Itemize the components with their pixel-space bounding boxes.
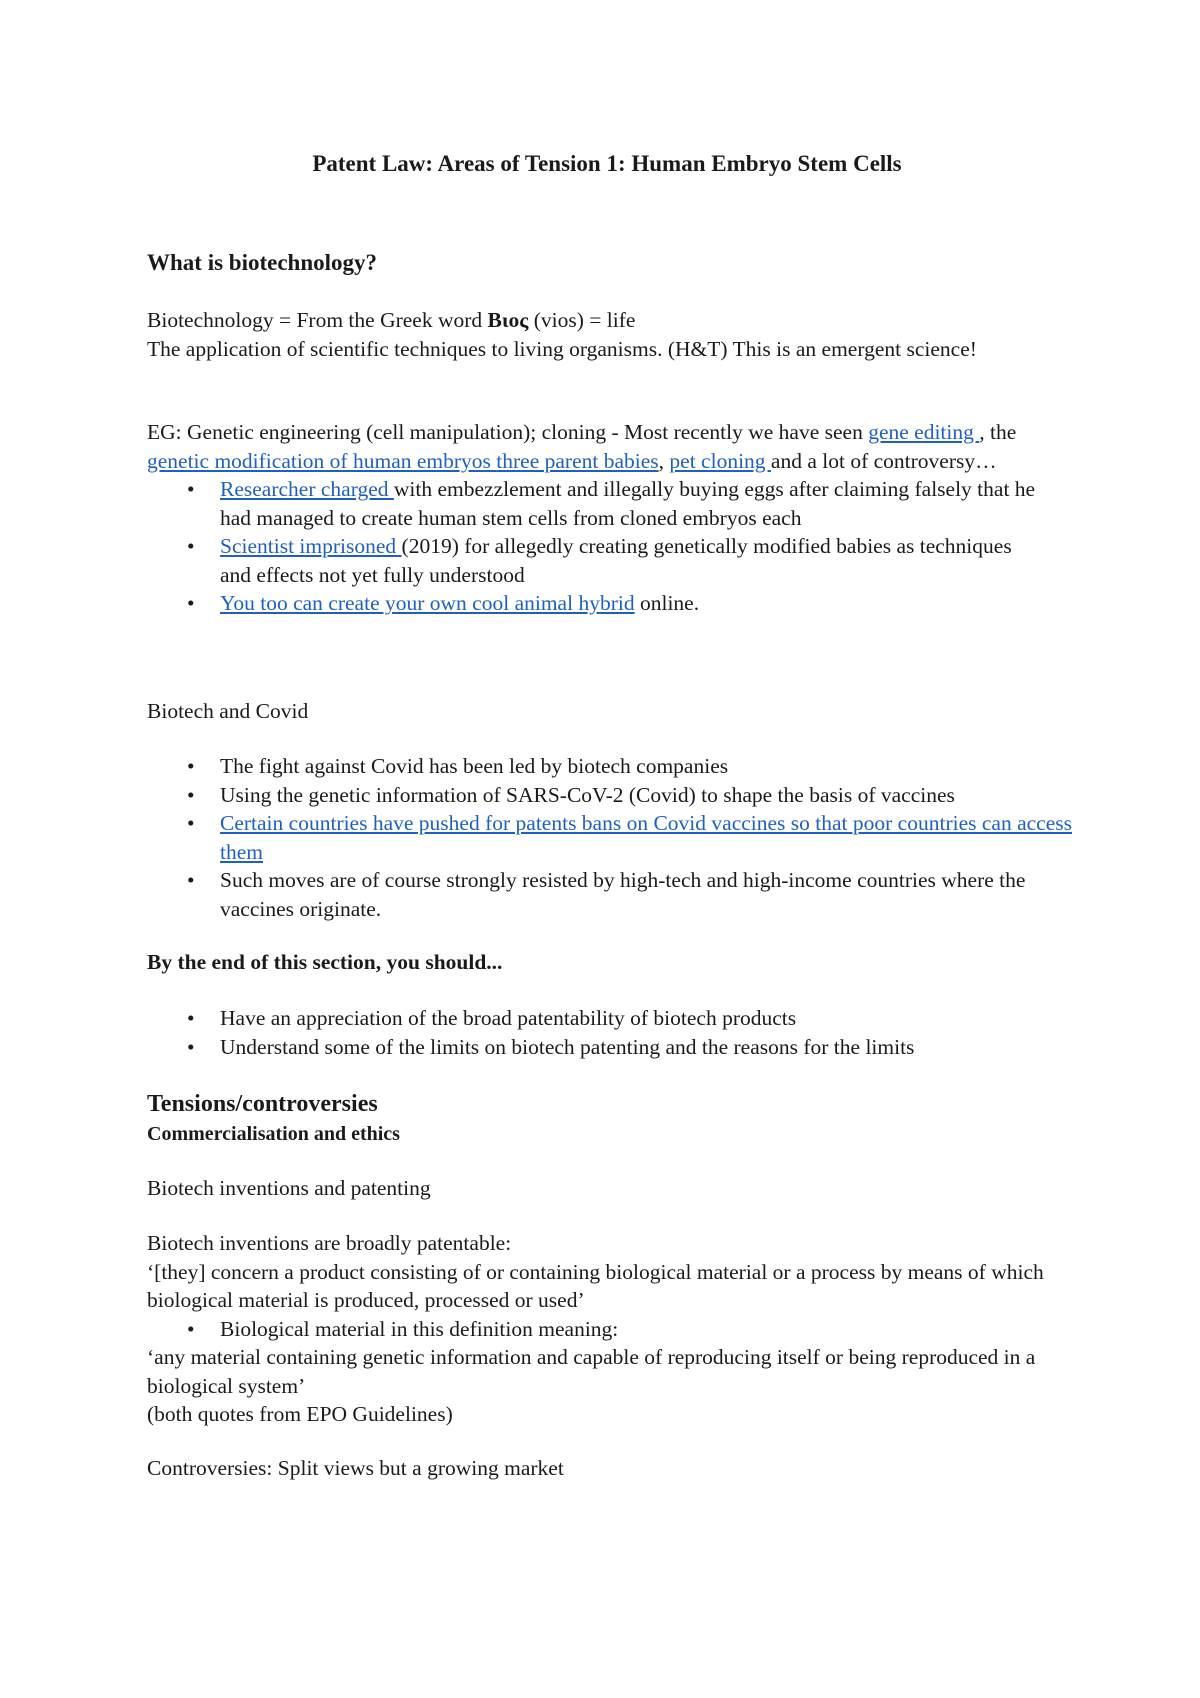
examples-prefix: EG: Genetic engineering (cell manipulation); cloning - Most recently we have seen	[147, 420, 869, 444]
greek-word: Βιος	[487, 308, 529, 332]
subheading-commercialisation: Commercialisation and ethics	[147, 1123, 400, 1145]
heading-objectives: By the end of this section, you should...	[147, 950, 503, 974]
link-genetic-modification[interactable]: genetic modification of human embryos	[147, 448, 497, 473]
list-item	[147, 532, 1047, 589]
covid-section	[147, 752, 1082, 923]
quote-biological-material: ‘any material containing genetic information and capable of reproducing itself or being reproduced in a biological system’	[147, 1345, 1036, 1398]
heading-tensions: Tensions/controversies	[147, 1091, 378, 1117]
bullet-text: (2019) for allegedly creating genetically modified babies as techniques and effects not yet fully understood	[220, 534, 1012, 587]
separator: , the	[979, 420, 1017, 444]
list-item: • Biological material in this definition meaning:	[147, 1315, 1047, 1344]
heading-what-is-biotechnology: What is biotechnology?	[147, 250, 378, 275]
quote-source: (both quotes from EPO Guidelines)	[147, 1402, 453, 1426]
list-item: • The fight against Covid has been led by biotech companies	[147, 752, 1082, 781]
definition-paragraph	[147, 306, 1082, 363]
examples-paragraph	[147, 418, 1047, 618]
list-item: • Have an appreciation of the broad patentability of biotech products	[147, 1004, 1082, 1033]
examples-bullet-list	[147, 475, 1047, 618]
controversies-text: Controversies: Split views but a growing market	[147, 1456, 564, 1480]
patentability-intro: Biotech inventions are broadly patentable:	[147, 1231, 512, 1255]
bullet-text: online.	[634, 591, 700, 615]
definition-text: Biotechnology = From the Greek word	[147, 308, 488, 332]
link-covid-patent-bans[interactable]: Certain countries have pushed for patents bans on Covid vaccines so that poor countries can access them	[220, 811, 1072, 864]
quote-definition: ‘[they] concern a product consisting of or containing biological material or a process by means of which biological material is produced, processed or used’	[147, 1259, 1044, 1312]
examples-suffix: and a lot of controversy…	[770, 448, 997, 473]
bullet-text: with embezzlement and illegally buying eggs after claiming falsely that he had managed to create human stem cells from cloned embryos each	[220, 477, 1036, 530]
list-item: • Using the genetic information of SARS-CoV-2 (Covid) to shape the basis of vaccines	[147, 781, 1082, 810]
link-researcher-charged[interactable]: Researcher charged	[220, 477, 394, 501]
document-title: Patent Law: Areas of Tension 1: Human Embryo Stem Cells	[312, 151, 902, 176]
link-three-parent-babies[interactable]: three parent babies	[496, 448, 659, 473]
list-item	[147, 809, 1082, 866]
list-item: • Such moves are of course strongly resisted by high-tech and high-income countries where the vaccines originate.	[147, 866, 1082, 923]
biotech-definition	[147, 306, 1082, 335]
separator: ,	[658, 448, 670, 473]
application-text: The application of scientific techniques to living organisms. (H&T) This is an emergent science!	[147, 336, 977, 361]
objectives-bullet-list	[147, 1004, 1082, 1061]
definition-bullet-list	[147, 1315, 1047, 1344]
patentability-section	[147, 1229, 1047, 1429]
list-item	[147, 589, 1047, 618]
link-gene-editing[interactable]: gene editing	[868, 420, 980, 444]
link-scientist-imprisoned[interactable]: Scientist imprisoned	[220, 534, 402, 558]
list-item	[147, 475, 1047, 532]
definition-suffix: (vios) = life	[528, 308, 636, 332]
examples-text	[147, 418, 1047, 475]
heading-biotech-covid: Biotech and Covid	[147, 699, 309, 723]
biotech-inventions-text: Biotech inventions and patenting	[147, 1176, 431, 1200]
link-pet-cloning[interactable]: pet cloning	[669, 448, 771, 473]
objectives-section	[147, 1004, 1082, 1061]
link-animal-hybrid[interactable]: You too can create your own cool animal hybrid	[220, 591, 635, 615]
list-item: • Understand some of the limits on biotech patenting and the reasons for the limits	[147, 1033, 1082, 1062]
covid-bullet-list	[147, 752, 1082, 923]
